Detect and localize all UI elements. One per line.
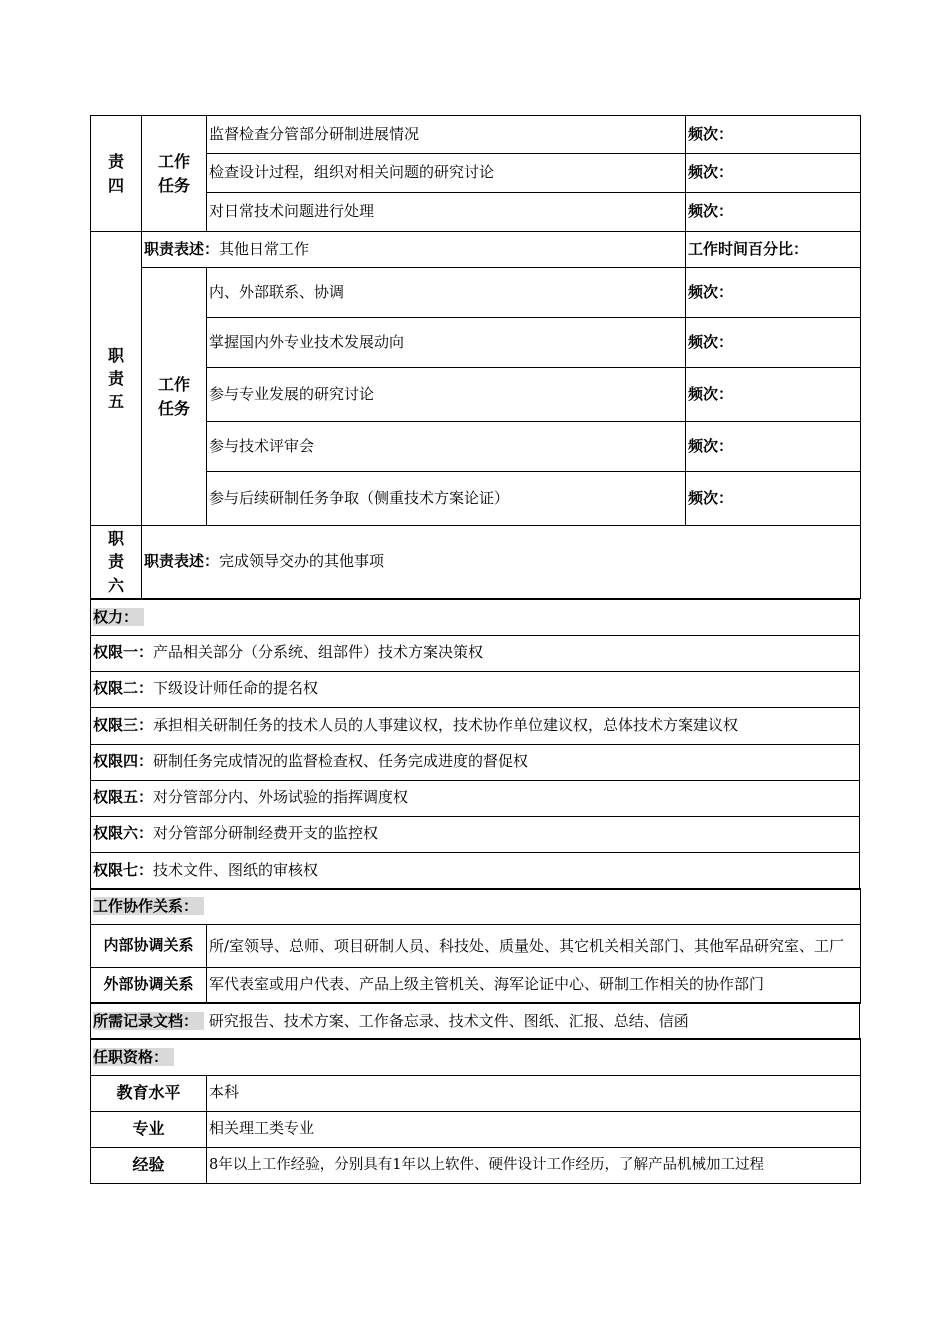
authority-heading: 权力： <box>93 608 144 626</box>
authority-item-4-label: 权限四： <box>93 752 154 771</box>
duty5-label <box>91 232 142 526</box>
duty5-label-text: 职 责 五 <box>107 345 124 412</box>
duty5-time-label: 工作时间百分比： <box>686 232 861 268</box>
duty5-task-2: 掌握国内外专业技术发展动向 <box>207 318 686 368</box>
duty5-freq-1: 频次： <box>686 268 861 318</box>
authority-item-1-text: 产品相关部分（分系统、组部件）技术方案决策权 <box>153 643 484 662</box>
records-label: 所需记录文档： <box>93 1012 204 1030</box>
major-label: 专业 <box>91 1111 207 1147</box>
duty6-desc: 完成领导交办的其他事项 <box>219 552 385 571</box>
duty4-task-2: 检查设计过程，组织对相关问题的研究讨论 <box>207 154 686 193</box>
duty4-task-1: 监督检查分管部分研制进展情况 <box>207 116 686 154</box>
authority-item-5 <box>91 780 860 816</box>
duty4-task-3: 对日常技术问题进行处理 <box>207 193 686 232</box>
authority-item-2 <box>91 671 860 707</box>
cooperation-heading-cell <box>91 889 861 924</box>
authority-item-6 <box>91 816 860 852</box>
duty4-freq-3: 频次： <box>686 193 861 232</box>
duty5-task-3: 参与专业发展的研究讨论 <box>207 368 686 422</box>
authority-item-6-label: 权限六： <box>93 824 154 843</box>
duty4-freq-2: 频次： <box>686 154 861 193</box>
experience-label: 经验 <box>91 1147 207 1183</box>
duty5-task-1: 内、外部联系、协调 <box>207 268 686 318</box>
authority-item-3-text: 承担相关研制任务的技术人员的人事建议权，技术协作单位建议权，总体技术方案建议权 <box>153 715 739 734</box>
duty5-task-label-text: 工作 任务 <box>157 375 190 418</box>
authority-table <box>90 598 860 890</box>
duty5-task-5: 参与后续研制任务争取（侧重技术方案论证） <box>207 472 686 526</box>
authority-item-4 <box>91 744 860 780</box>
authority-item-1 <box>91 635 860 671</box>
experience-value: 8年以上工作经验，分别具有1年以上软件、硬件设计工作经历，了解产品机械加工过程 <box>207 1147 861 1183</box>
internal-value: 所/室领导、总师、项目研制人员、科技处、质量处、其它机关相关部门、其他军品研究室、工厂 <box>207 924 861 967</box>
external-value: 军代表室或用户代表、产品上级主管机关、海军论证中心、研制工作相关的协作部门 <box>207 967 861 1003</box>
duty5-task-4: 参与技术评审会 <box>207 422 686 472</box>
duty4-task-label-text: 工作 任务 <box>157 152 190 195</box>
authority-item-3 <box>91 707 860 744</box>
records-table <box>90 1002 860 1040</box>
duty4-label-text: 责 四 <box>107 152 124 195</box>
duty4-label <box>91 116 142 232</box>
authority-item-7-label: 权限七： <box>93 860 154 879</box>
duty6-label-text: 职 责 六 <box>107 529 124 595</box>
external-label: 外部协调关系 <box>91 967 207 1003</box>
internal-label: 内部协调关系 <box>91 924 207 967</box>
authority-item-4-text: 研制任务完成情况的监督检查权、任务完成进度的督促权 <box>153 752 529 771</box>
education-label: 教育水平 <box>91 1075 207 1111</box>
authority-item-7 <box>91 852 860 889</box>
duty4-task-label <box>142 116 207 232</box>
duty5-desc-label: 职责表述： <box>144 239 220 258</box>
duty5-freq-5: 频次： <box>686 472 861 526</box>
duty5-desc-row <box>142 232 686 268</box>
duty5-freq-3: 频次： <box>686 368 861 422</box>
education-value: 本科 <box>207 1075 861 1111</box>
duty5-task-label <box>142 268 207 526</box>
authority-item-7-text: 技术文件、图纸的审核权 <box>153 860 319 879</box>
records-text: 研究报告、技术方案、工作备忘录、技术文件、图纸、汇报、总结、信函 <box>208 1011 689 1030</box>
duty6-label <box>91 526 142 599</box>
authority-item-5-text: 对分管部分内、外场试验的指挥调度权 <box>153 788 409 807</box>
records-row <box>91 1003 860 1039</box>
duties-table <box>90 115 860 599</box>
authority-item-6-text: 对分管部分研制经费开支的监控权 <box>153 824 379 843</box>
authority-item-2-label: 权限二： <box>93 679 154 698</box>
qualification-heading: 任职资格： <box>93 1048 174 1066</box>
authority-heading-cell <box>91 599 860 635</box>
cooperation-table <box>90 888 860 1004</box>
duty6-desc-label: 职责表述： <box>144 552 220 571</box>
duty6-desc-row <box>142 526 861 599</box>
duty4-freq-1: 频次： <box>686 116 861 154</box>
major-value: 相关理工类专业 <box>207 1111 861 1147</box>
authority-item-5-label: 权限五： <box>93 788 154 807</box>
authority-item-3-label: 权限三： <box>93 715 154 734</box>
qualification-table <box>90 1038 860 1184</box>
duty5-freq-2: 频次： <box>686 318 861 368</box>
duty5-freq-4: 频次： <box>686 422 861 472</box>
authority-item-2-text: 下级设计师任命的提名权 <box>153 679 319 698</box>
cooperation-heading: 工作协作关系： <box>93 897 204 915</box>
qualification-heading-cell <box>91 1039 861 1075</box>
duty5-desc: 其他日常工作 <box>219 239 310 258</box>
authority-item-1-label: 权限一： <box>93 643 154 662</box>
